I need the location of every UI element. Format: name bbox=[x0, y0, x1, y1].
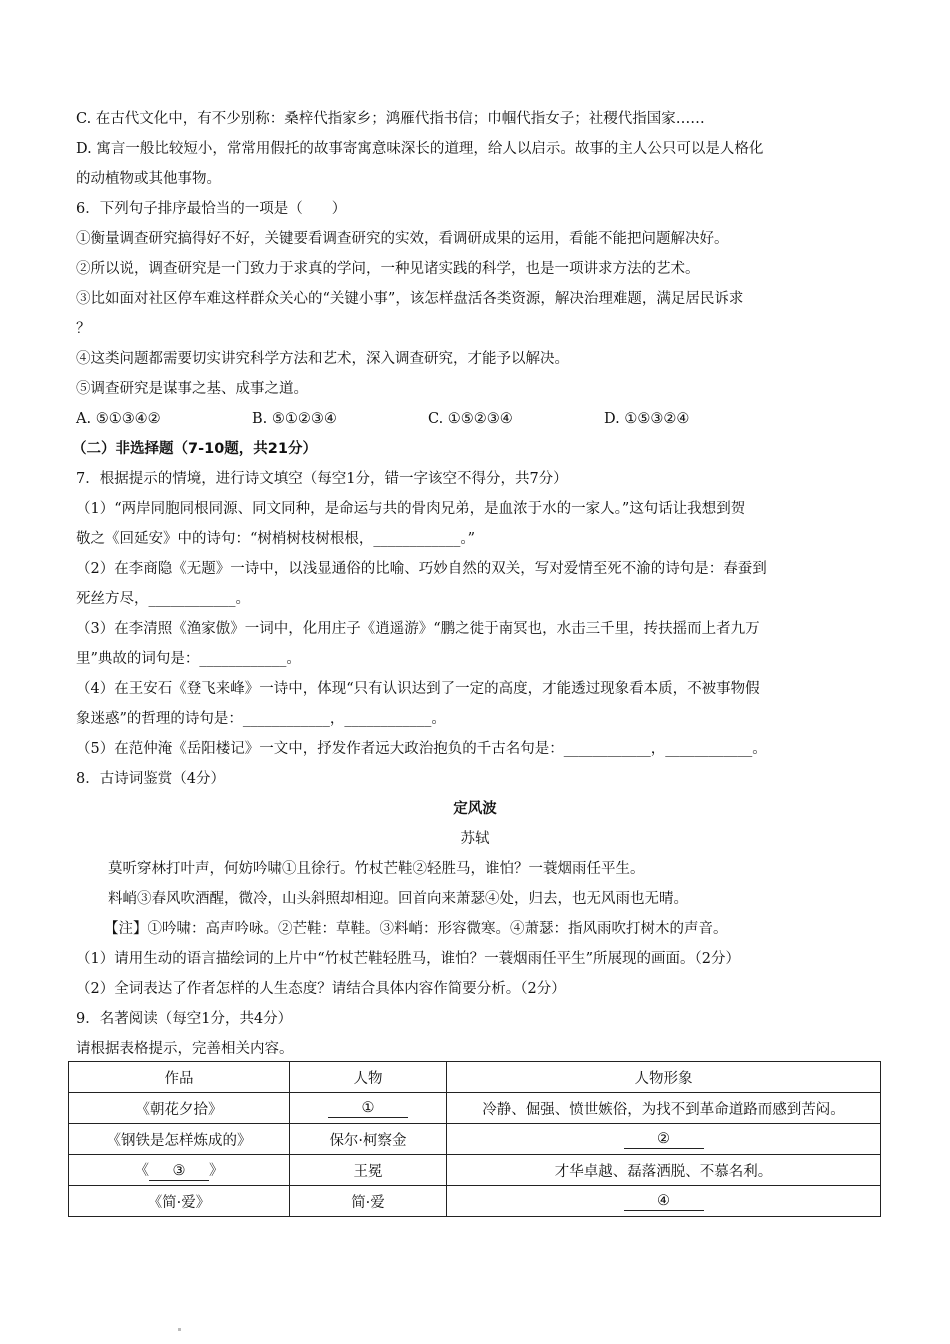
sentence-3: ③比如面对社区停车难这样群众关心的“关键小事”，该怎样盘活各类资源，解决治理难题，满足居民诉求 bbox=[76, 291, 744, 307]
poem-stanza-1: 莫听穿林打叶声，何妨吟啸①且徐行。竹杖芒鞋②轻胜马，谁怕？一蓑烟雨任平生。 bbox=[108, 861, 645, 877]
cell-work: 《简·爱》 bbox=[69, 1186, 290, 1217]
cell-character[interactable] bbox=[290, 1093, 447, 1124]
question-6: 6．下列句子排序最恰当的一项是（ ） bbox=[76, 201, 347, 217]
option-d-line: D. 寓言一般比较短小，常常用假托的故事寄寓意味深长的道理，给人以启示。故事的主人公只可以是人格化 bbox=[76, 141, 764, 157]
table-row bbox=[69, 1155, 881, 1186]
cell-image[interactable] bbox=[447, 1186, 881, 1217]
option-b[interactable]: B. ⑤①②③④ bbox=[252, 411, 337, 427]
section-heading: （二）非选择题（7-10题，共21分） bbox=[72, 441, 317, 457]
option-c-line: C. 在古代文化中，有不少别称：桑梓代指家乡；鸿雁代指书信；巾帼代指女子；社稷代指国家…… bbox=[76, 111, 705, 127]
q9-instruction: 请根据表格提示，完善相关内容。 bbox=[76, 1041, 294, 1057]
question-7: 7．根据提示的情境，进行诗文填空（每空1分，错一字该空不得分，共7分） bbox=[76, 471, 568, 487]
cell-work: 《钢铁是怎样炼成的》 bbox=[69, 1124, 290, 1155]
blank-2[interactable]: ② bbox=[624, 1130, 704, 1149]
header-character: 人物 bbox=[290, 1062, 447, 1093]
q7-part2-cont: 死丝方尽，____________。 bbox=[76, 591, 250, 607]
q7-part5: （5）在范仲淹《岳阳楼记》一文中，抒发作者远大政治抱负的千古名句是：____________，____________。 bbox=[76, 741, 767, 757]
q7-part4: （4）在王安石《登飞来峰》一诗中，体现“只有认识达到了一定的高度，才能透过现象看本质，不被事物假 bbox=[76, 681, 760, 697]
cell-character: 王冕 bbox=[290, 1155, 447, 1186]
poem-title: 定风波 bbox=[453, 801, 497, 817]
header-image: 人物形象 bbox=[447, 1062, 881, 1093]
cell-image: 才华卓越、磊落洒脱、不慕名利。 bbox=[447, 1155, 881, 1186]
cell-character: 简·爱 bbox=[290, 1186, 447, 1217]
question-8: 8．古诗词鉴赏（4分） bbox=[76, 771, 225, 787]
sentence-2: ②所以说，调查研究是一门致力于求真的学问，一种见诸实践的科学，也是一项讲求方法的艺术。 bbox=[76, 261, 700, 277]
q7-part3-cont: 里”典故的词句是：____________。 bbox=[76, 651, 301, 667]
q8-part2: （2）全词表达了作者怎样的人生态度？请结合具体内容作简要分析。（2分） bbox=[76, 981, 566, 997]
poem-stanza-2: 料峭③春风吹酒醒，微冷，山头斜照却相迎。回首向来萧瑟④处，归去，也无风雨也无晴。 bbox=[108, 891, 688, 907]
table-row bbox=[69, 1124, 881, 1155]
table-header-row bbox=[69, 1062, 881, 1093]
question-9: 9．名著阅读（每空1分，共4分） bbox=[76, 1011, 293, 1027]
bracket-open: 《 bbox=[134, 1163, 149, 1179]
q7-part3: （3）在李清照《渔家傲》一词中，化用庄子《逍遥游》“鹏之徙于南冥也，水击三千里，抟扶摇而上者九万 bbox=[76, 621, 760, 637]
option-d-line-cont: 的动植物或其他事物。 bbox=[76, 171, 221, 187]
sentence-5: ⑤调查研究是谋事之基、成事之道。 bbox=[76, 381, 308, 397]
poem-notes: 【注】①吟啸：高声吟咏。②芒鞋：草鞋。③料峭：形容微寒。④萧瑟：指风雨吹打树木的声音。 bbox=[104, 921, 728, 937]
q7-part4-cont: 象迷惑”的哲理的诗句是：____________，____________。 bbox=[76, 711, 446, 727]
table-row bbox=[69, 1093, 881, 1124]
cell-image[interactable] bbox=[447, 1124, 881, 1155]
q7-part1: （1）“两岸同胞同根同源、同文同种，是命运与共的骨肉兄弟，是血浓于水的一家人。”这句话让我想到贺 bbox=[76, 501, 746, 517]
blank-3[interactable]: ③ bbox=[149, 1162, 209, 1181]
option-d[interactable]: D. ①⑤③②④ bbox=[604, 411, 690, 427]
sentence-1: ①衡量调查研究搞得好不好，关键要看调查研究的实效，看调研成果的运用，看能不能把问题解决好。 bbox=[76, 231, 729, 247]
answer-options bbox=[76, 409, 780, 429]
option-a[interactable]: A. ⑤①③④② bbox=[76, 411, 161, 427]
sentence-3-cont: ？ bbox=[76, 321, 91, 337]
sentence-4: ④这类问题都需要切实讲究科学方法和艺术，深入调查研究，才能予以解决。 bbox=[76, 351, 569, 367]
footer-mark bbox=[178, 1328, 181, 1331]
cell-work[interactable] bbox=[69, 1155, 290, 1186]
blank-4[interactable]: ④ bbox=[624, 1192, 704, 1211]
works-table bbox=[68, 1061, 881, 1217]
cell-character: 保尔·柯察金 bbox=[290, 1124, 447, 1155]
bracket-close: 》 bbox=[209, 1163, 224, 1179]
table-row bbox=[69, 1186, 881, 1217]
poem-author: 苏轼 bbox=[460, 831, 490, 847]
q7-part2: （2）在李商隐《无题》一诗中，以浅显通俗的比喻、巧妙自然的双关，写对爱情至死不渝的诗句是：春蚕到 bbox=[76, 561, 767, 577]
cell-image: 冷静、倔强、愤世嫉俗，为找不到革命道路而感到苦闷。 bbox=[447, 1093, 881, 1124]
header-work: 作品 bbox=[69, 1062, 290, 1093]
option-c[interactable]: C. ①⑤②③④ bbox=[428, 411, 513, 427]
blank-1[interactable]: ① bbox=[328, 1099, 408, 1118]
q8-part1: （1）请用生动的语言描绘词的上片中“竹杖芒鞋轻胜马，谁怕？一蓑烟雨任平生”所展现的画面。（2分） bbox=[76, 951, 741, 967]
cell-work: 《朝花夕拾》 bbox=[69, 1093, 290, 1124]
q7-part1-cont: 敬之《回延安》中的诗句：“树梢树枝树根根，____________。” bbox=[76, 531, 476, 547]
